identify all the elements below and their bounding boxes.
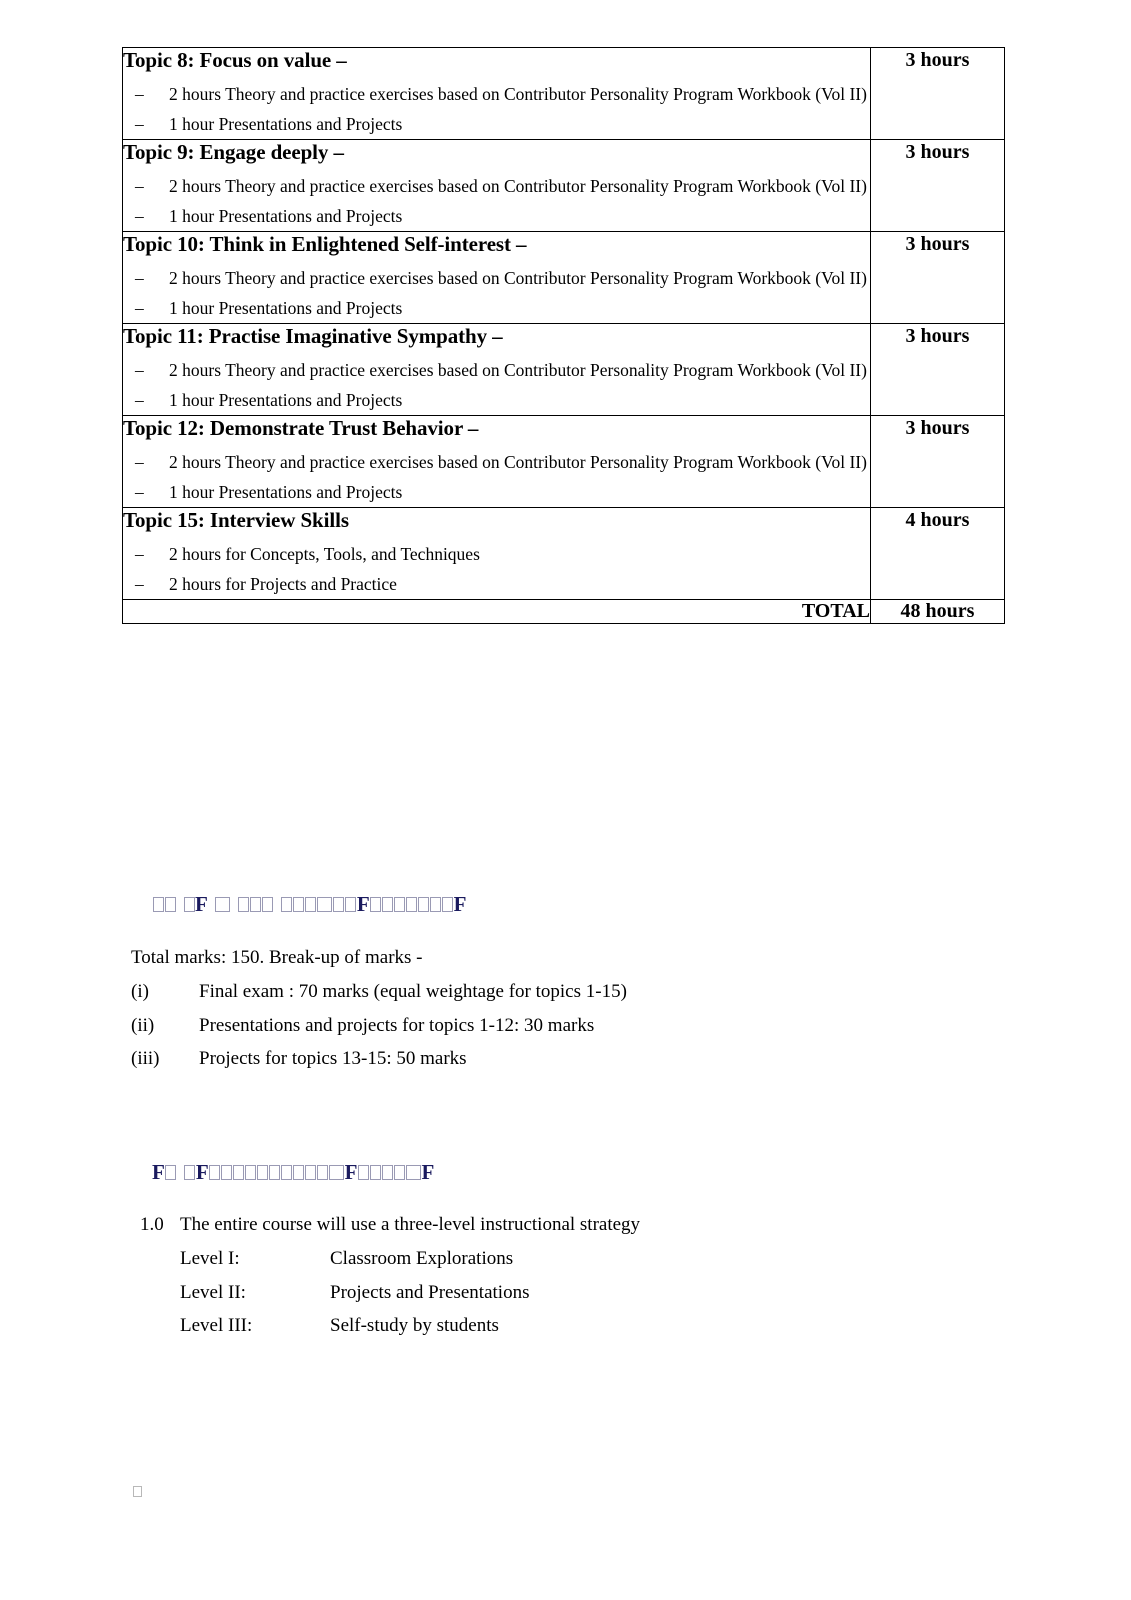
glyph-letter-f: F: [356, 892, 370, 916]
total-hours-cell: 48 hours: [871, 599, 1005, 623]
dash-bullet-icon: –: [135, 359, 144, 380]
list-item: [123, 539, 870, 569]
topic-title: Topic 8: Focus on value –: [123, 48, 347, 72]
table-row: [123, 231, 1005, 323]
marks-item-roman: (i): [131, 980, 149, 1002]
missing-glyph-box: [430, 897, 441, 912]
missing-glyph-box: [215, 897, 230, 912]
list-item: [123, 355, 870, 385]
missing-glyph-box: [293, 897, 304, 912]
dash-bullet-icon: –: [135, 83, 144, 104]
missing-glyph-box: [165, 897, 176, 912]
list-item-text: 2 hours Theory and practice exercises based on Contributor Personality Program Workbook (Vol II): [169, 359, 867, 380]
hours-cell: 3 hours: [871, 48, 1005, 140]
missing-glyph-box: [358, 1165, 369, 1180]
list-item-text: 1 hour Presentations and Projects: [169, 389, 403, 410]
list-item-text: 2 hours Theory and practice exercises based on Contributor Personality Program Workbook (Vol II): [169, 451, 867, 472]
level-value: Classroom Explorations: [330, 1247, 514, 1269]
missing-glyph-box: [394, 897, 405, 912]
topic-cell: [123, 507, 871, 599]
topic-title: Topic 11: Practise Imaginative Sympathy –: [123, 323, 503, 348]
topic-cell: [123, 48, 871, 140]
glyph-letter-f: F: [344, 1160, 358, 1184]
level-name: Level I:: [180, 1247, 240, 1269]
missing-glyph-box: [233, 1165, 244, 1180]
missing-glyph-box: [281, 1165, 292, 1180]
missing-glyph-box: [221, 1165, 232, 1180]
missing-glyph-box: [370, 897, 381, 912]
topic-cell: [123, 323, 871, 415]
missing-glyph-box: [238, 897, 249, 912]
missing-glyph-box: [262, 897, 273, 912]
marks-item: [131, 1042, 891, 1076]
level-name: Level II:: [180, 1281, 246, 1303]
topic-bullet-list: [123, 171, 870, 231]
footer-missing-glyph-box: [133, 1486, 142, 1497]
topic-bullet-list: [123, 539, 870, 599]
hours-cell: 3 hours: [871, 139, 1005, 231]
list-item-text: 2 hours Theory and practice exercises based on Contributor Personality Program Workbook (Vol II): [169, 267, 867, 288]
topic-title: Topic 12: Demonstrate Trust Behavior –: [123, 415, 479, 440]
dash-bullet-icon: –: [135, 389, 144, 410]
topic-title: Topic 9: Engage deeply –: [123, 139, 344, 164]
glyph-letter-f: F: [195, 892, 208, 916]
missing-glyph-box: [333, 897, 344, 912]
missing-glyph-box: [329, 1165, 344, 1180]
list-item-text: 2 hours for Concepts, Tools, and Techniques: [169, 543, 480, 564]
list-item: [123, 385, 870, 415]
dash-bullet-icon: –: [135, 175, 144, 196]
list-item-text: 1 hour Presentations and Projects: [169, 481, 403, 502]
marks-item-roman: (iii): [131, 1048, 160, 1070]
table-row: [123, 139, 1005, 231]
missing-glyph-box: [305, 897, 316, 912]
list-item-text: 2 hours for Projects and Practice: [169, 573, 397, 594]
missing-glyph-box: [245, 1165, 256, 1180]
glyph-letter-f: F: [152, 1160, 165, 1184]
list-item-text: 2 hours Theory and practice exercises based on Contributor Personality Program Workbook (Vol II): [169, 175, 867, 196]
missing-glyph-box: [184, 1165, 195, 1180]
missing-glyph-box: [406, 897, 417, 912]
instructional-strategy-block: [140, 1208, 940, 1343]
level-row: [140, 1309, 940, 1343]
dash-bullet-icon: –: [135, 481, 144, 502]
hours-cell: 3 hours: [871, 231, 1005, 323]
strategy-lead-text: The entire course will use a three-level instructional strategy: [180, 1214, 641, 1235]
dash-bullet-icon: –: [135, 113, 144, 134]
marks-item-text: Projects for topics 13-15: 50 marks: [199, 1048, 467, 1070]
glyph-letter-f: F: [195, 1160, 209, 1184]
missing-glyph-box: [442, 897, 453, 912]
topic-title: Topic 15: Interview Skills: [123, 507, 349, 532]
list-item-text: 1 hour Presentations and Projects: [169, 297, 403, 318]
assessment-marks-block: [131, 941, 891, 1076]
topic-bullet-list: [123, 355, 870, 415]
table-row: [123, 415, 1005, 507]
missing-glyph-box: [305, 1165, 316, 1180]
missing-glyph-box: [394, 1165, 405, 1180]
list-item-text: 1 hour Presentations and Projects: [169, 205, 403, 226]
missing-glyph-box: [382, 897, 393, 912]
marks-intro-text: Total marks: 150. Break-up of marks -: [131, 947, 423, 968]
list-item: [123, 109, 870, 139]
syllabus-hours-table: [122, 47, 1005, 624]
missing-glyph-box: [269, 1165, 280, 1180]
hours-cell: 3 hours: [871, 415, 1005, 507]
list-item: [123, 201, 870, 231]
marks-item: [131, 975, 891, 1009]
table-body: [123, 48, 1005, 624]
missing-glyph-box: [281, 897, 292, 912]
missing-glyph-box: [257, 1165, 268, 1180]
list-item: [123, 79, 870, 109]
marks-item: [131, 1009, 891, 1043]
dash-bullet-icon: –: [135, 205, 144, 226]
dash-bullet-icon: –: [135, 543, 144, 564]
table-row: [123, 48, 1005, 140]
list-item: [123, 447, 870, 477]
list-item: [123, 477, 870, 507]
level-row: [140, 1242, 940, 1276]
missing-glyph-box: [209, 1165, 220, 1180]
strategy-lead-number: 1.0: [140, 1214, 164, 1235]
list-item: [123, 171, 870, 201]
list-item: [123, 263, 870, 293]
table-row: [123, 507, 1005, 599]
missing-glyph-box: [317, 897, 332, 912]
missing-glyph-box: [153, 897, 164, 912]
dash-bullet-icon: –: [135, 451, 144, 472]
hours-cell: 3 hours: [871, 323, 1005, 415]
missing-glyph-box: [184, 897, 195, 912]
glyph-letter-f: F: [421, 1160, 435, 1184]
list-item-text: 1 hour Presentations and Projects: [169, 113, 403, 134]
topic-title: Topic 10: Think in Enlightened Self-interest –: [123, 231, 527, 256]
missing-glyph-box: [250, 897, 261, 912]
missing-glyph-box: [165, 1165, 176, 1180]
dash-bullet-icon: –: [135, 267, 144, 288]
missing-glyph-box: [382, 1165, 393, 1180]
missing-glyph-box: [418, 897, 429, 912]
list-item-text: 2 hours Theory and practice exercises based on Contributor Personality Program Workbook (Vol II): [169, 83, 867, 104]
missing-glyph-box: [345, 897, 356, 912]
marks-item-text: Presentations and projects for topics 1-12: 30 marks: [199, 1014, 595, 1036]
marks-item-roman: (ii): [131, 1014, 155, 1036]
level-value: Self-study by students: [330, 1315, 499, 1337]
glyph-letter-f: F: [453, 892, 467, 916]
dash-bullet-icon: –: [135, 297, 144, 318]
level-name: Level III:: [180, 1315, 253, 1337]
marks-item-text: Final exam : 70 marks (equal weightage for topics 1-15): [199, 980, 627, 1002]
topic-bullet-list: [123, 263, 870, 323]
list-item: [123, 293, 870, 323]
list-item: [123, 569, 870, 599]
pedagogy-section-heading: [131, 1141, 434, 1204]
missing-glyph-box: [317, 1165, 328, 1180]
assessment-section-heading: [131, 873, 466, 936]
hours-cell: 4 hours: [871, 507, 1005, 599]
table-row: [123, 323, 1005, 415]
missing-glyph-box: [370, 1165, 381, 1180]
missing-glyph-box: [406, 1165, 421, 1180]
dash-bullet-icon: –: [135, 573, 144, 594]
total-label-cell: TOTAL: [123, 599, 871, 623]
topic-bullet-list: [123, 447, 870, 507]
missing-glyph-box: [293, 1165, 304, 1180]
topic-cell: [123, 415, 871, 507]
level-row: [140, 1276, 940, 1310]
strategy-lead-line: [140, 1208, 940, 1242]
topic-cell: [123, 231, 871, 323]
topic-cell: [123, 139, 871, 231]
level-value: Projects and Presentations: [330, 1281, 530, 1303]
table-total-row: [123, 599, 1005, 623]
topic-bullet-list: [123, 79, 870, 139]
